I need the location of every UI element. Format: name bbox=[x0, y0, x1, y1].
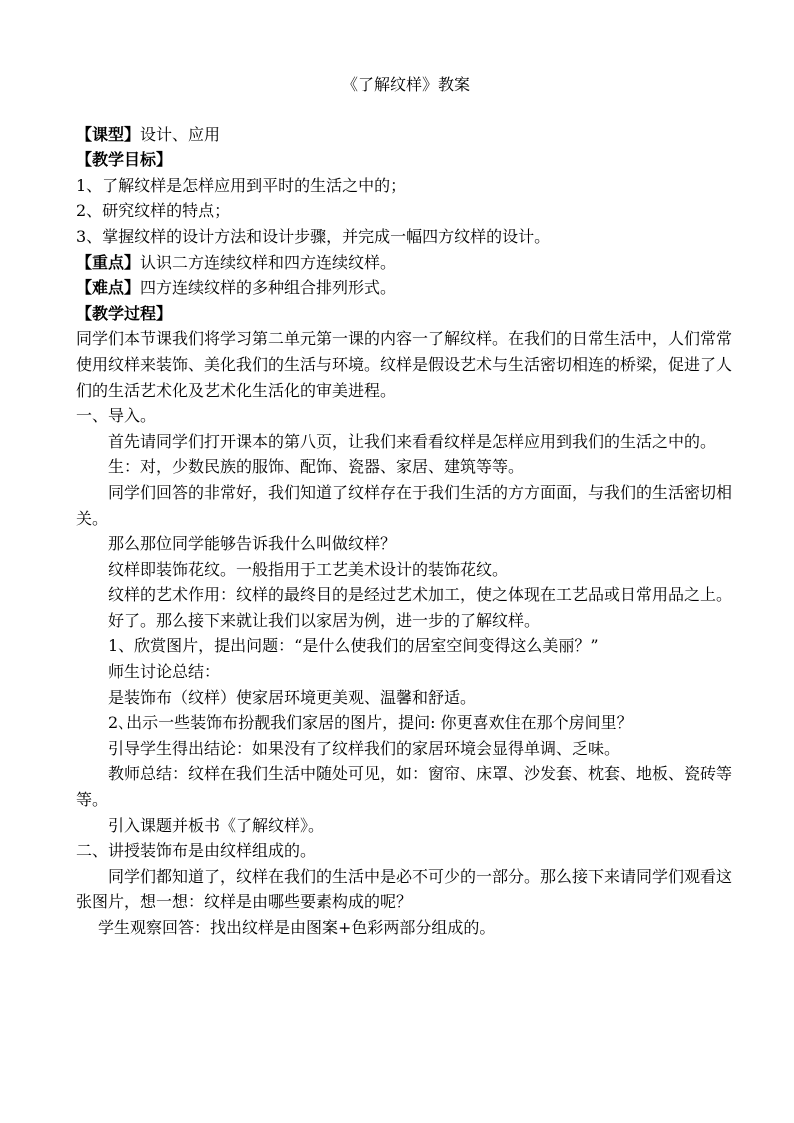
paragraph: 首先请同学们打开课本的第八页，让我们来看看纹样是怎样应用到我们的生活之中的。 bbox=[108, 431, 717, 451]
paragraph: 教师总结：纹样在我们生活中随处可见，如：窗帘、床罩、沙发套、枕套、地板、瓷砖等等。 bbox=[76, 764, 733, 810]
objectives-heading bbox=[76, 147, 736, 173]
objective-item: 1、了解纹样是怎样应用到平时的生活之中的； bbox=[76, 175, 407, 195]
paragraph: 是装饰布（纹样）使家居环境更美观、温馨和舒适。 bbox=[108, 687, 477, 707]
paragraph: 生：对，少数民族的服饰、配饰、瓷器、家居、建筑等等。 bbox=[108, 457, 525, 477]
paragraph: 同学们回答的非常好，我们知道了纹样存在于我们生活的方方面面，与我们的生活密切相关。 bbox=[76, 482, 733, 528]
objective-item: 3、掌握纹样的设计方法和设计步骤，并完成一幅四方纹样的设计。 bbox=[76, 226, 551, 246]
difficulty-label: 【难点】 bbox=[76, 278, 141, 298]
paragraph: 纹样的艺术作用：纹样的最终目的是经过艺术加工，使之体现在工艺品或日常用品之上。 bbox=[108, 585, 733, 605]
difficulty-line bbox=[76, 275, 736, 301]
course-type-label: 【课型】 bbox=[76, 124, 141, 144]
process-label: 【教学过程】 bbox=[76, 303, 173, 323]
part2-heading: 二、讲授装饰布是由纹样组成的。 bbox=[76, 841, 317, 861]
paragraph: 1、欣赏图片，提出问题：“是什么使我们的居室空间变得这么美丽？” bbox=[108, 636, 599, 656]
paragraph: 2､出示一些装饰布扮靓我们家居的图片，提问: 你更喜欢住在那个房间里？ bbox=[108, 713, 633, 733]
difficulty-text: 四方连续纹样的多种组合排列形式。 bbox=[140, 278, 397, 298]
paragraph: 同学们都知道了，纹样在我们的生活中是必不可少的一部分。那么接下来请同学们观看这张图片，想一想：纹样是由哪些要素构成的呢？ bbox=[76, 866, 733, 912]
document-title: 《了解纹样》教案 bbox=[341, 75, 470, 94]
paragraph: 纹样即装饰花纹。一般指用于工艺美术设计的装饰花纹。 bbox=[108, 559, 509, 579]
paragraph: 好了。那么接下来就让我们以家居为例，进一步的了解纹样。 bbox=[108, 610, 541, 630]
paragraph: 那么那位同学能够告诉我什么叫做纹样？ bbox=[108, 534, 397, 554]
paragraph: 引导学生得出结论：如果没有了纹样我们的家居环境会显得单调、乏味。 bbox=[108, 738, 621, 758]
objectives-label: 【教学目标】 bbox=[76, 150, 173, 170]
process-intro: 同学们本节课我们将学习第二单元第一课的内容一了解纹样。在我们的日常生活中，人们常常使用纹样来装饰、美化我们的生活与环境。纹样是假设艺术与生活密切相连的桥梁，促进了人们的生活艺术化及艺术化生活化的审美进程。 bbox=[76, 329, 733, 400]
key-point-line bbox=[76, 250, 736, 276]
paragraph: 引入课题并板书《了解纹样》。 bbox=[108, 815, 325, 835]
key-point-label: 【重点】 bbox=[76, 252, 141, 272]
course-type-line bbox=[76, 122, 736, 148]
key-point-text: 认识二方连续纹样和四方连续纹样。 bbox=[140, 252, 397, 272]
course-type-text: 设计、应用 bbox=[140, 124, 221, 144]
part1-heading: 一、导入。 bbox=[76, 406, 157, 426]
paragraph: 师生讨论总结： bbox=[108, 662, 221, 682]
process-heading bbox=[76, 301, 736, 327]
paragraph: 学生观察回答：找出纹样是由图案+色彩两部分组成的。 bbox=[98, 918, 496, 937]
objective-item: 2、研究纹样的特点； bbox=[76, 201, 231, 221]
document-page bbox=[76, 72, 736, 941]
